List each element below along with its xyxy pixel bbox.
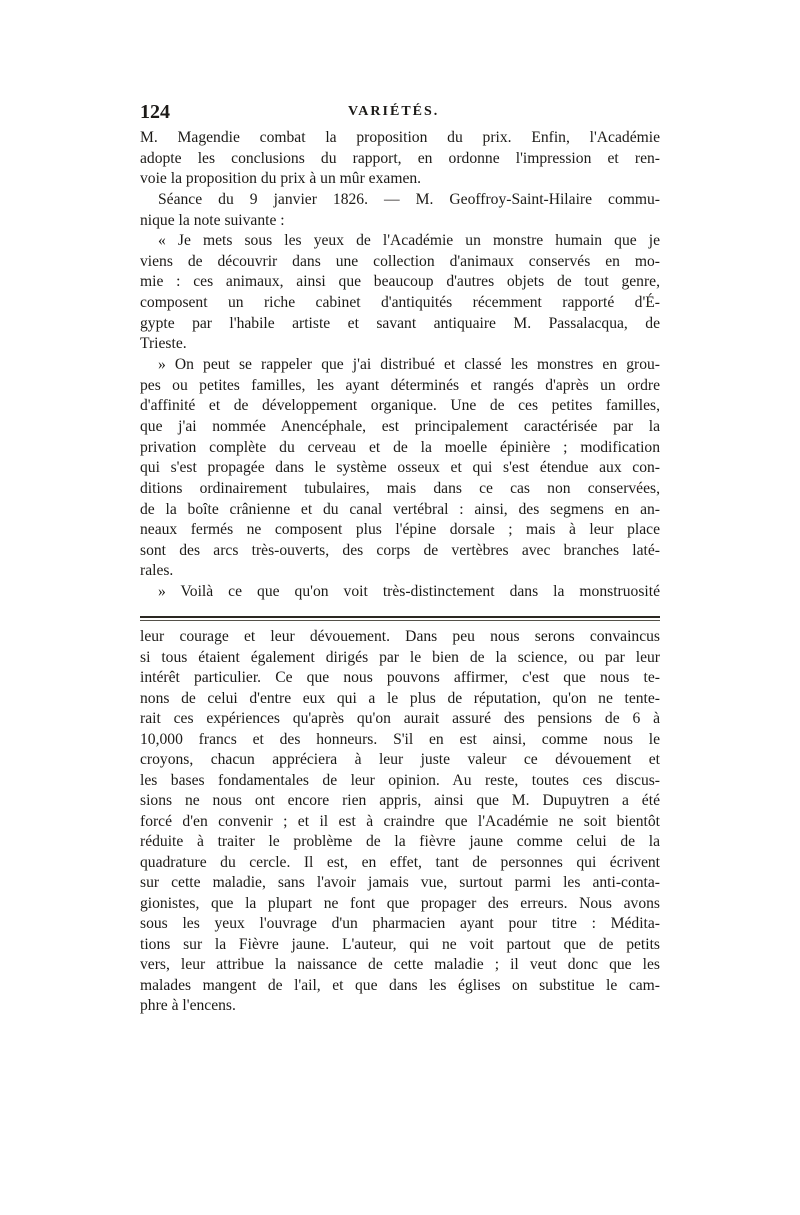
- text-line: viens de découvrir dans une collection d'animaux conservés en mo-: [140, 252, 660, 270]
- text-line: intérêt particulier. Ce que nous pouvons affirmer, c'est que nous te-: [140, 669, 660, 686]
- text-line: malades mangent de l'ail, et que dans les églises on substitue le cam-: [140, 976, 660, 994]
- text-line: rales.: [140, 562, 174, 580]
- text-line: ditions ordinairement tubulaires, mais dans ce cas non conservées,: [140, 479, 660, 497]
- text-line: « Je mets sous les yeux de l'Académie un monstre humain que je: [158, 232, 660, 250]
- text-line: nique la note suivante :: [140, 211, 285, 229]
- text-line: neaux fermés ne composent plus l'épine dorsale ; mais à leur place: [140, 521, 660, 539]
- page-header: [140, 101, 660, 125]
- text-line: que j'ai nommée Anencéphale, est principalement caractérisée par la: [140, 417, 660, 435]
- text-line: M. Magendie combat la proposition du prix. Enfin, l'Académie: [140, 129, 660, 146]
- text-line: quadrature du cercle. Il est, en effet, tant de personnes qui écrivent: [140, 853, 660, 871]
- text-line: de la boîte crânienne et du canal vertébral : ainsi, des segmens en an-: [140, 500, 660, 518]
- text-line: qui s'est propagée dans le système osseux et qui s'est étendue aux con-: [140, 459, 660, 477]
- text-line: gionistes, que la plupart ne font que propager des erreurs. Nous avons: [140, 894, 660, 912]
- text-line: Séance du 9 janvier 1826. — M. Geoffroy-Saint-Hilaire commu-: [158, 190, 660, 208]
- text-line: privation complète du cerveau et de la moelle épinière ; modification: [140, 438, 660, 456]
- text-line: nons de celui d'entre eux qui a le plus de réputation, qu'on ne tente-: [140, 689, 660, 707]
- upper-text-block: [140, 128, 660, 603]
- text-line: croyons, chacun appréciera à leur juste valeur ce dévouement et: [140, 751, 660, 768]
- page-number: 124: [140, 101, 170, 123]
- text-line: sions ne nous ont encore rien appris, ainsi que M. Dupuytren a été: [140, 792, 660, 809]
- lower-text-block: [140, 627, 660, 1017]
- section-divider-thin: [140, 620, 660, 621]
- text-line: d'affinité et de développement organique. Une de ces petites familles,: [140, 397, 660, 415]
- text-line: » On peut se rappeler que j'ai distribué et classé les monstres en grou-: [158, 356, 660, 374]
- text-line: sont des arcs très-ouverts, des corps de vertèbres avec branches laté-: [140, 541, 660, 559]
- text-line: mie : ces animaux, ainsi que beaucoup d'autres objets de tout genre,: [140, 273, 660, 291]
- text-line: vers, leur attribue la naissance de cette maladie ; il veut donc que les: [140, 956, 660, 973]
- text-line: voie la proposition du prix à un mûr examen.: [140, 170, 422, 188]
- text-line: » Voilà ce que qu'on voit très-distinctement dans la monstruosité: [158, 583, 660, 601]
- text-line: pes ou petites familles, les ayant déterminés et rangés d'après un ordre: [140, 376, 660, 394]
- section-divider: [140, 616, 660, 618]
- running-title: VARIÉTÉS.: [348, 104, 440, 119]
- text-line: Trieste.: [140, 335, 187, 353]
- text-line: tions sur la Fièvre jaune. L'auteur, qui ne voit partout que de petits: [140, 935, 660, 953]
- text-line: phre à l'encens.: [140, 997, 236, 1014]
- text-line: sur cette maladie, sans l'avoir jamais vue, surtout parmi les anti-conta-: [140, 874, 660, 891]
- text-line: rait ces expériences qu'après qu'on aurait assuré des pensions de 6 à: [140, 710, 660, 727]
- text-line: les bases fondamentales de leur opinion. Au reste, toutes ces discus-: [140, 771, 660, 789]
- text-line: sous les yeux l'ouvrage d'un pharmacien ayant pour titre : Médita-: [140, 915, 660, 932]
- text-line: si tous étaient également dirigés par le bien de la science, ou par leur: [140, 648, 660, 666]
- text-line: forcé d'en convenir ; et il est à craindre que l'Académie ne soit bientôt: [140, 812, 660, 830]
- text-line: réduite à traiter le problème de la fièvre jaune comme celui de la: [140, 833, 660, 850]
- text-line: adopte les conclusions du rapport, en ordonne l'impression et ren-: [140, 149, 660, 167]
- text-line: 10,000 francs et des honneurs. S'il en est ainsi, comme nous le: [140, 730, 660, 748]
- text-line: composent un riche cabinet d'antiquités récemment rapporté d'É-: [140, 294, 660, 312]
- text-line: leur courage et leur dévouement. Dans peu nous serons convaincus: [140, 628, 660, 645]
- text-line: gypte par l'habile artiste et savant antiquaire M. Passalacqua, de: [140, 314, 660, 332]
